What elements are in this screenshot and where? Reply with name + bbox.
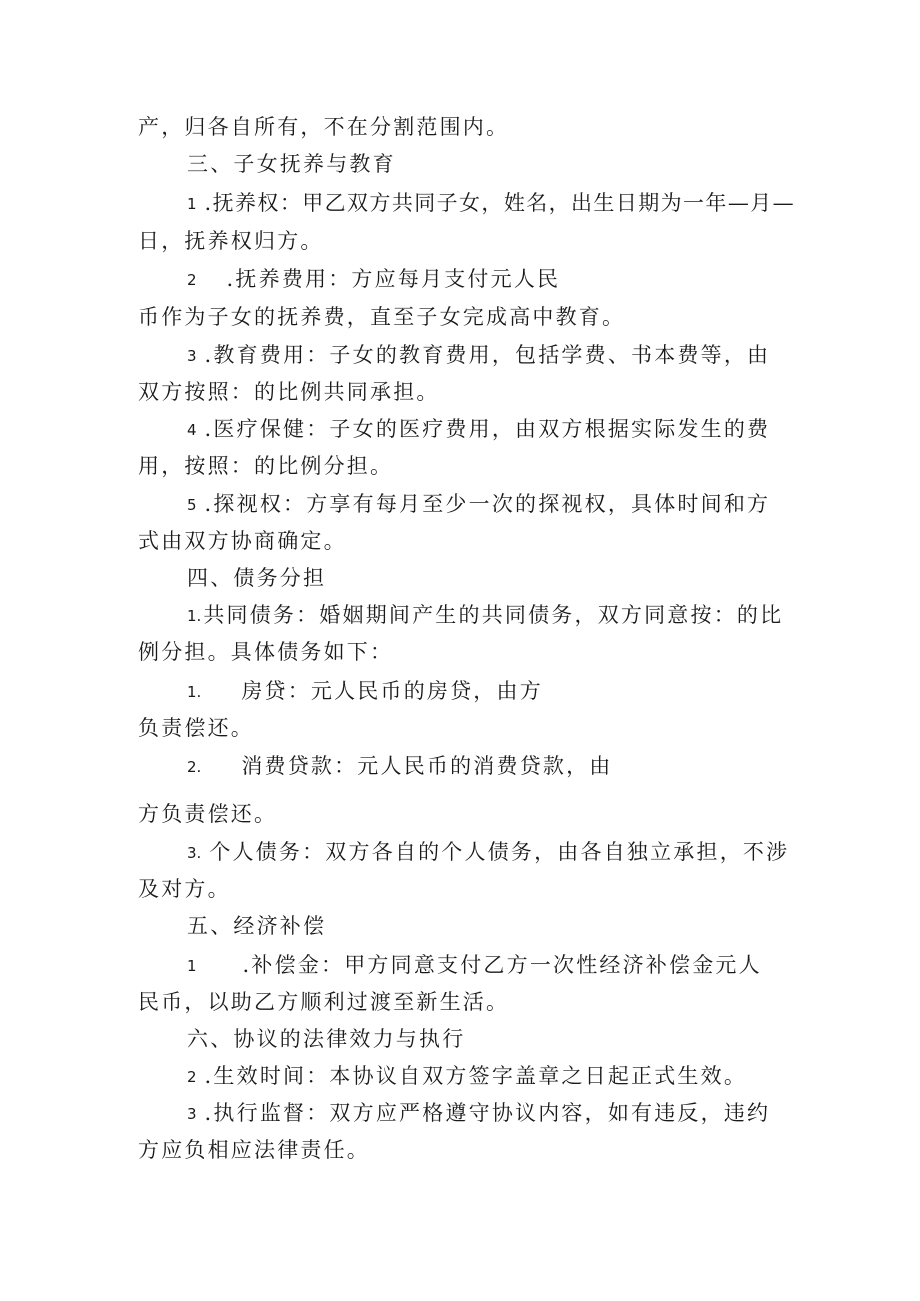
text-line: 及对方。 xyxy=(138,877,231,901)
section-heading: 三、子女抚养与教育 xyxy=(187,152,396,176)
list-item: 1 .抚养权：甲乙双方共同子女，姓名，出生日期为一年—月— xyxy=(187,191,796,215)
list-item: 1 .补偿金：甲方同意支付乙方一次性经济补偿金元人 xyxy=(187,953,762,977)
text-line: 币作为子女的抚养费，直至子女完成高中教育。 xyxy=(138,305,626,329)
list-item: 2. 消费贷款：元人民币的消费贷款，由 xyxy=(187,754,613,778)
text-line: 民币，以助乙方顺利过渡至新生活。 xyxy=(138,990,510,1014)
text-line: 式由双方协商确定。 xyxy=(138,529,347,553)
text-line: 负责偿还。 xyxy=(138,716,254,740)
text-line: 双方按照：的比例共同承担。 xyxy=(138,380,440,404)
list-item: 4 .医疗保健：子女的医疗费用，由双方根据实际发生的费 xyxy=(187,417,771,441)
section-heading: 五、经济补偿 xyxy=(187,914,327,938)
list-item: 5 .探视权：方享有每月至少一次的探视权，具体时间和方 xyxy=(187,492,771,516)
list-item: 1. 房贷：元人民币的房贷，由方 xyxy=(187,679,543,703)
list-item: 2 .抚养费用：方应每月支付元人民 xyxy=(187,267,561,291)
text-line: 方负责偿还。 xyxy=(138,802,278,826)
section-heading: 六、协议的法律效力与执行 xyxy=(187,1027,466,1051)
list-item: 3 .教育费用：子女的教育费用，包括学费、书本费等，由 xyxy=(187,343,771,367)
list-item: 3 .执行监督：双方应严格遵守协议内容，如有违反，违约 xyxy=(187,1101,771,1125)
text-line: 例分担。具体债务如下： xyxy=(138,640,394,664)
list-item: 2 .生效时间：本协议自双方签字盖章之日起正式生效。 xyxy=(187,1064,748,1088)
text-line: 用，按照：的比例分担。 xyxy=(138,454,394,478)
text-line: 方应负相应法律责任。 xyxy=(138,1138,370,1162)
section-heading: 四、债务分担 xyxy=(187,566,327,590)
list-item: 3. 个人债务：双方各自的个人债务，由各自独立承担，不涉 xyxy=(187,840,790,864)
text-line: 产，归各自所有，不在分割范围内。 xyxy=(138,115,510,139)
text-line: 日，抚养权归方。 xyxy=(138,229,324,253)
list-item: 1.共同债务：婚姻期间产生的共同债务，双方同意按：的比 xyxy=(187,603,784,627)
